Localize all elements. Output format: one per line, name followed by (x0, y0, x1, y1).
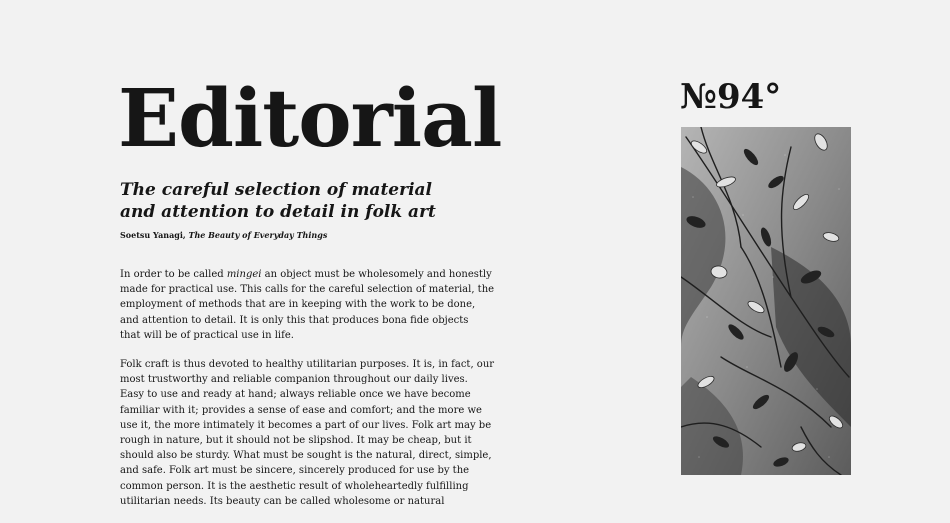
paragraph-1-line: that will be of practical use in life. (120, 329, 294, 341)
paragraph-2-line: utilitarian needs. Its beauty can be called wholesome or natural (120, 495, 445, 507)
paragraph-1-line (120, 267, 490, 282)
article-body (120, 267, 495, 523)
issue-number: №94° (680, 77, 782, 117)
paragraph-2-line: and safe. Folk art must be sincere, sincerely produced for use by the (120, 465, 470, 477)
subtitle (120, 179, 480, 223)
paragraph-2-line: familiar with it; provides a sense of ease and comfort; and the more we (120, 404, 482, 416)
paragraph-2-line: common person. It is the aesthetic result of wholeheartedly fulfilling (120, 480, 469, 492)
paragraph-2-line: Easy to use and ready at hand; always reliable once we have become (120, 389, 471, 401)
paragraph-2-line: most trustworthy and reliable companion throughout our daily lives. (120, 374, 468, 386)
page-title: Editorial (118, 71, 502, 165)
paragraph-2-line: Folk craft is thus devoted to healthy utilitarian purposes. It is, in fact, our (120, 359, 495, 371)
text-run: an object must be wholesomely and honestly (261, 269, 492, 280)
paragraph-1-line: made for practical use. This calls for the careful selection of material, the (120, 284, 495, 296)
paragraph-1-line: and attention to detail. It is only this that produces bona fide objects (120, 314, 469, 326)
leaves-photo-illustration (681, 127, 851, 475)
emphasis-mingei: mingei (226, 269, 262, 280)
paragraph-2-line: should also be sturdy. What must be sought is the natural, direct, simple, (120, 450, 492, 462)
leaves-photo (681, 127, 851, 475)
paragraph-2-line: use it, the more intimately it becomes a part of our lives. Folk art may be (120, 419, 492, 431)
subtitle-line-1: The careful selection of material (120, 180, 433, 200)
subtitle-line-2: and attention to detail in folk art (120, 202, 436, 222)
byline (120, 229, 327, 241)
text-run: In order to be called (120, 269, 227, 280)
byline-author: Soetsu Yanagi, (120, 230, 186, 240)
paragraph-1 (120, 267, 495, 343)
paragraph-2 (120, 357, 495, 509)
paragraph-2-line: rough in nature, but it should not be slipshod. It may be cheap, but it (120, 435, 472, 447)
paragraph-1-line: employment of methods that are in keeping with the work to be done, (120, 299, 476, 311)
byline-book-title: The Beauty of Everyday Things (188, 230, 328, 240)
